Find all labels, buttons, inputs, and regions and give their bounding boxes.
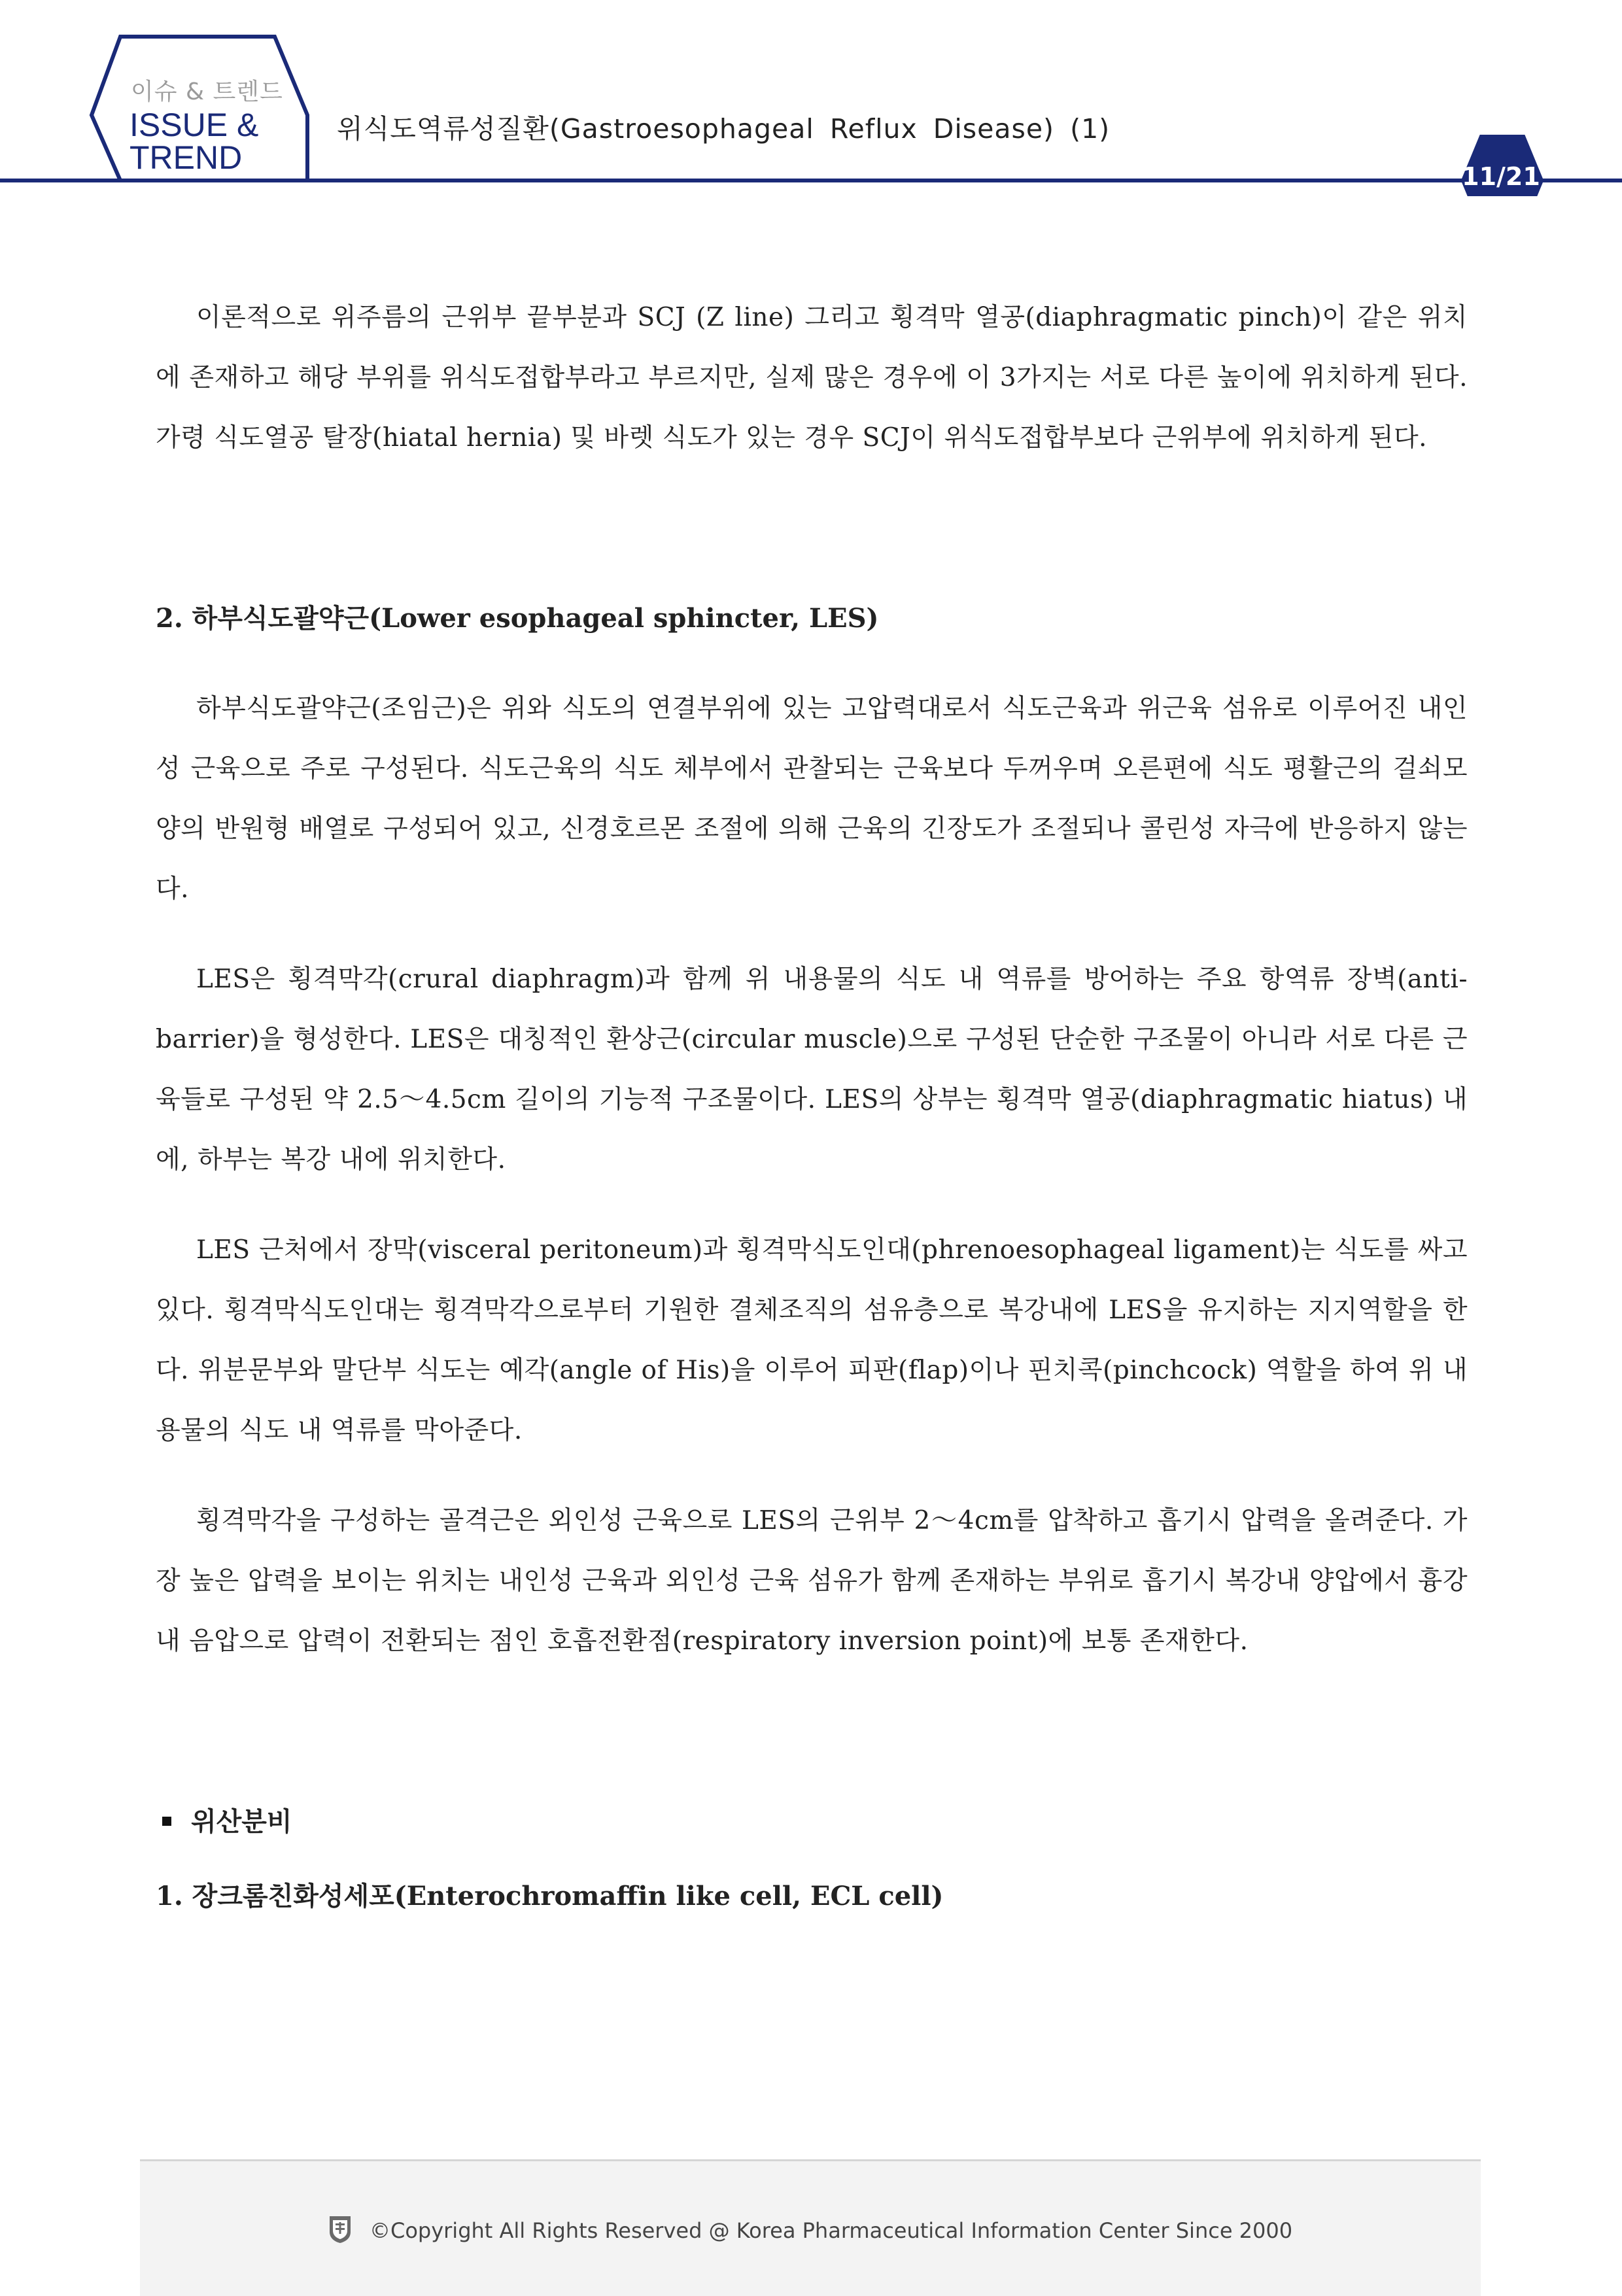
copyright-text: ©Copyright All Rights Reserved @ Korea Pharmaceutical Information Center Since 2000 [369,2218,1293,2243]
section-heading-les: 2. 하부식도괄약근(Lower esophageal sphincter, LES) [156,603,879,634]
square-bullet-icon [162,1817,171,1826]
paragraph-les-4: 횡격막각을 구성하는 골격근은 외인성 근육으로 LES의 근위부 2～4cm를 압착하고 흡기시 압력을 올려준다. 가장 높은 압력을 보이는 위치는 내인성 근육과 외인성 근육 섬유가 함께 존재하는 부위로 흡기시 복강내 양압에서 흉강내 음압으로 압력이 전환되는 점인 호흡전환점(respiratory inversion point)에 보통 존재한다. [156,1506,1468,1656]
paragraph-les-2: LES은 횡격막각(crural diaphragm)과 함께 위 내용물의 식도 내 역류를 방어하는 주요 항역류 장벽(anti-barrier)을 형성한다. LES은 대칭적인 환상근(circular muscle)으로 구성된 단순한 구조물이 아니라 서로 다른 근육들로 구성된 약 2.5～4.5cm 길이의 기능적 구조물이다. LES의 상부는 횡격막 열공(diaphragmatic hiatus) 내에, 하부는 복강 내에 위치한다. [156,965,1468,1174]
spacer [156,649,1468,679]
spacer [156,1461,1468,1491]
page-footer [140,2159,1481,2296]
spacer [156,1190,1468,1220]
paragraph-les-1: 하부식도괄약근(조임근)은 위와 식도의 연결부위에 있는 고압력대로서 식도근육과 위근육 섬유로 이루어진 내인성 근육으로 주로 구성된다. 식도근육의 식도 체부에서 관찰되는 근육보다 두꺼우며 오른편에 식도 평활근의 걸쇠모양의 반원형 배열로 구성되어 있고, 신경호르몬 조절에 의해 근육의 긴장도가 조절되나 콜린성 자극에 반응하지 않는다. [156,694,1468,904]
badge-subtitle: 이슈 & 트렌드 [131,78,283,105]
badge-title-line2: TREND [129,139,243,176]
intro-paragraph: 이론적으로 위주름의 근위부 끝부분과 SCJ (Z line) 그리고 횡격막 열공(diaphragmatic pinch)이 같은 위치에 존재하고 해당 부위를 위식도접합부라고 부르지만, 실제 많은 경우에 이 3가지는 서로 다른 높이에 위치하게 된다. 가령 식도열공 탈장(hiatal hernia) 및 바렛 식도가 있는 경우 SCJ이 위식도접합부보다 근위부에 위치하게 된다. [156,303,1468,453]
spacer [156,468,1468,589]
paragraph-les-3: LES 근처에서 장막(visceral peritoneum)과 횡격막식도인대(phrenoesophageal ligament)는 식도를 싸고 있다. 횡격막식도인대는 횡격막각으로부터 기원한 결체조직의 섬유층으로 복강내에 LES을 유지하는 지지역할을 한다. 위분문부와 말단부 식도는 예각(angle of His)을 이루어 피판(flap)이나 핀치콕(pinchcock) 역할을 하여 위 내용물의 식도 내 역류를 막아준다. [156,1235,1468,1445]
section-heading-ecl: 1. 장크롬친화성세포(Enterochromaffin like cell, ECL cell) [156,1881,944,1911]
spacer [156,919,1468,950]
footer-inner [140,2215,1481,2246]
page-header [0,0,1622,196]
badge-title-line1: ISSUE & [129,107,259,143]
bullet-heading-text: 위산분비 [191,1806,292,1837]
bullet-heading-acid-secretion [156,1792,1468,1852]
document-body [156,288,1468,1927]
spacer [156,1852,1468,1866]
spacer [156,1671,1468,1792]
document-title: 위식도역류성질환(Gastroesophageal Reflux Disease) (1) [337,113,1111,145]
page-number: 11/21 [1462,162,1540,191]
kpic-logo-icon [328,2215,352,2246]
